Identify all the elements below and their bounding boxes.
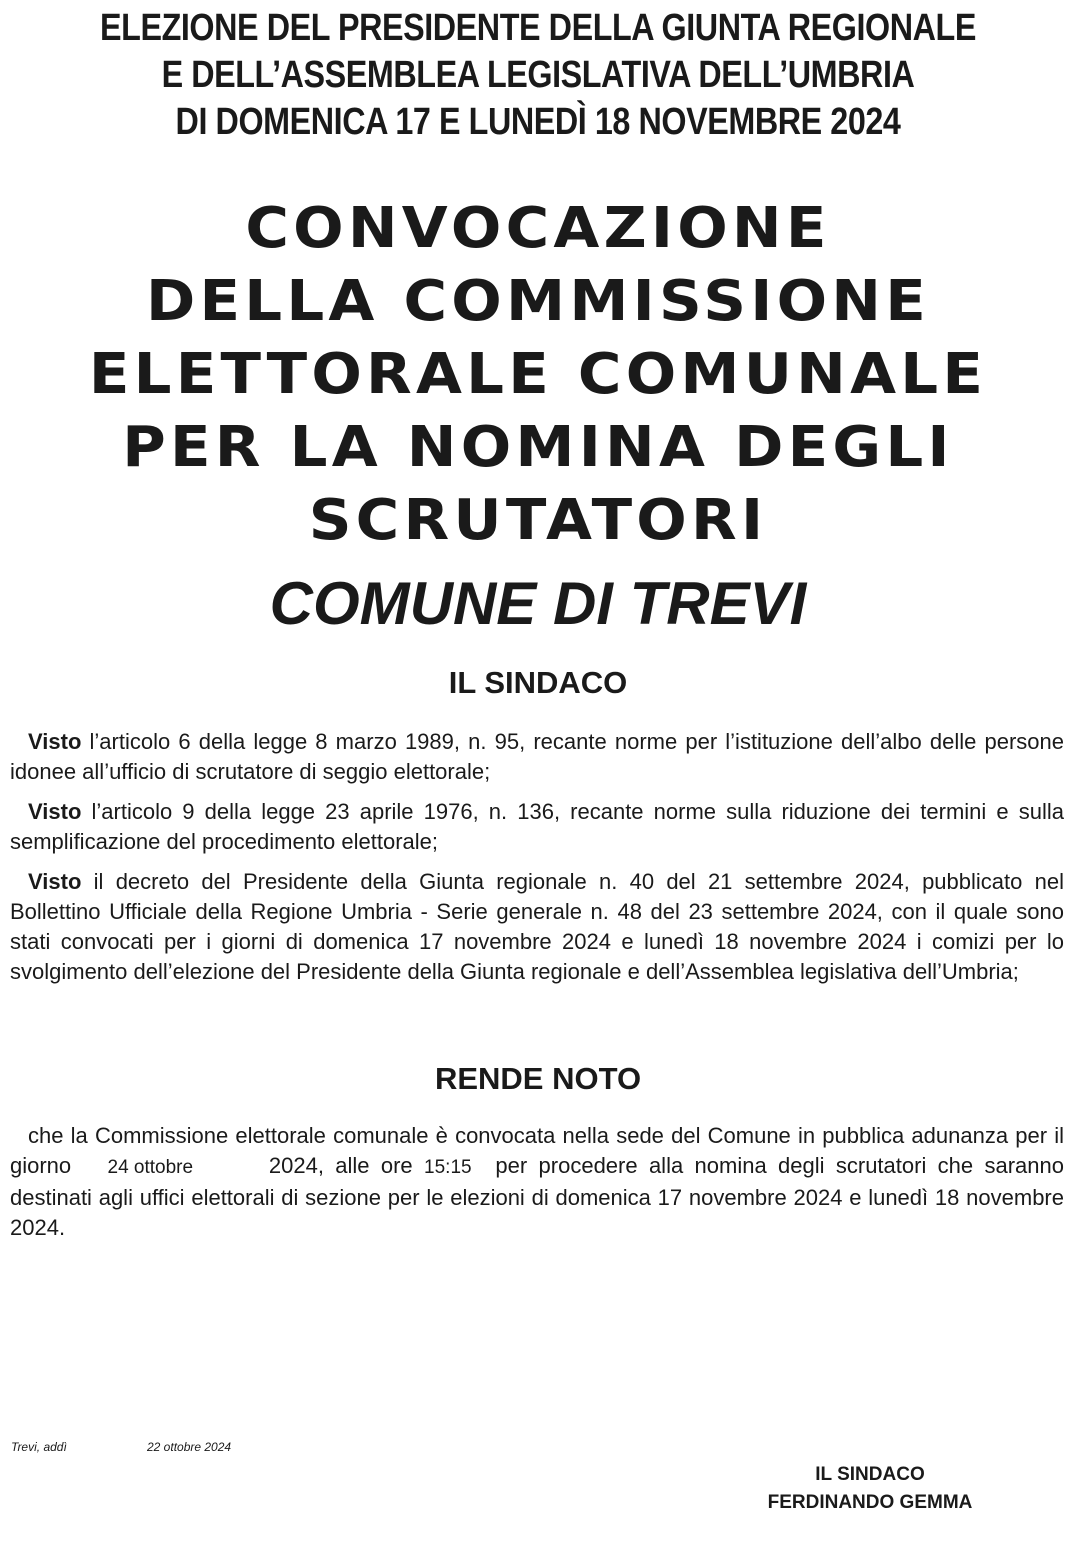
whereas-text: l’articolo 6 della legge 8 marzo 1989, n. 95, recante norme per l’istituzione dell’albo delle persone idonee all’ufficio di scrutatore di seggio elettorale; — [10, 729, 1064, 784]
mayor-heading: IL SINDACO — [448, 665, 628, 700]
whereas-clause-3 — [10, 867, 1064, 987]
whereas-text: il decreto del Presidente della Giunta regionale n. 40 del 21 settembre 2024, pubblicato nel Bollettino Ufficiale della Regione Umbria - Serie generale n. 48 del 23 settembre 2024, con il quale sono stati convocati per i giorni di domenica 17 novembre 2024 e lunedì 18 novembre 2024 i comizi per lo svolgimento dell’elezione del Presidente della Giunta regionale e dell’Assemblea legislativa dell’Umbria; — [10, 869, 1064, 984]
whereas-text: l’articolo 9 della legge 23 aprile 1976, n. 136, recante norme sulla riduzione dei termini e sulla semplificazione del procedimento elettorale; — [10, 799, 1064, 854]
signature-title: IL SINDACO — [815, 1464, 925, 1485]
meeting-date: 24 ottobre — [107, 1157, 194, 1178]
comune-name: COMUNE DI TREVI — [269, 570, 807, 637]
convocation-title-line-3: ELETTORALE COMUNALE — [88, 342, 988, 407]
convocation-title-line-2: DELLA COMMISSIONE — [145, 269, 931, 334]
notice-paragraph — [10, 1121, 1064, 1243]
whereas-clause-1 — [10, 727, 1064, 787]
notice-text-part-3: per procedere alla nomina degli scrutatori che saranno destinati agli uffici elettorali di sezione per le elezioni di domenica 17 novembre 2024 e lunedì 18 novembre 2024. — [10, 1153, 1064, 1240]
whereas-clause-2 — [10, 797, 1064, 857]
convocation-title — [0, 192, 1076, 557]
whereas-keyword: Visto — [28, 869, 82, 894]
signature-block — [700, 1461, 1040, 1517]
notice-text-part-2: 2024, alle ore — [268, 1153, 413, 1178]
signature-name: FERDINANDO GEMMA — [767, 1492, 973, 1513]
convocation-title-line-4: PER LA NOMINA DEGLI — [122, 415, 954, 480]
notice-text-part-1: che la Commissione elettorale comunale è convocata nella sede del Comune in pubblica adunanza per il giorno — [10, 1123, 1064, 1178]
notice-heading: RENDE NOTO — [434, 1061, 642, 1096]
convocation-title-line-1: CONVOCAZIONE — [245, 196, 831, 261]
document-date: 22 ottobre 2024 — [147, 1440, 232, 1454]
whereas-keyword: Visto — [28, 729, 82, 754]
election-header — [81, 5, 996, 146]
election-header-line-2: E DELL’ASSEMBLEA LEGISLATIVA DELL’UMBRIA — [161, 54, 915, 96]
place-label: Trevi, addì — [11, 1440, 67, 1454]
election-header-line-3: DI DOMENICA 17 E LUNEDÌ 18 NOVEMBRE 2024 — [175, 101, 901, 143]
meeting-time: 15:15 — [424, 1157, 472, 1178]
election-header-line-1: ELEZIONE DEL PRESIDENTE DELLA GIUNTA REGIONALE — [100, 7, 976, 49]
convocation-title-line-5: SCRUTATORI — [308, 488, 768, 553]
whereas-keyword: Visto — [28, 799, 82, 824]
